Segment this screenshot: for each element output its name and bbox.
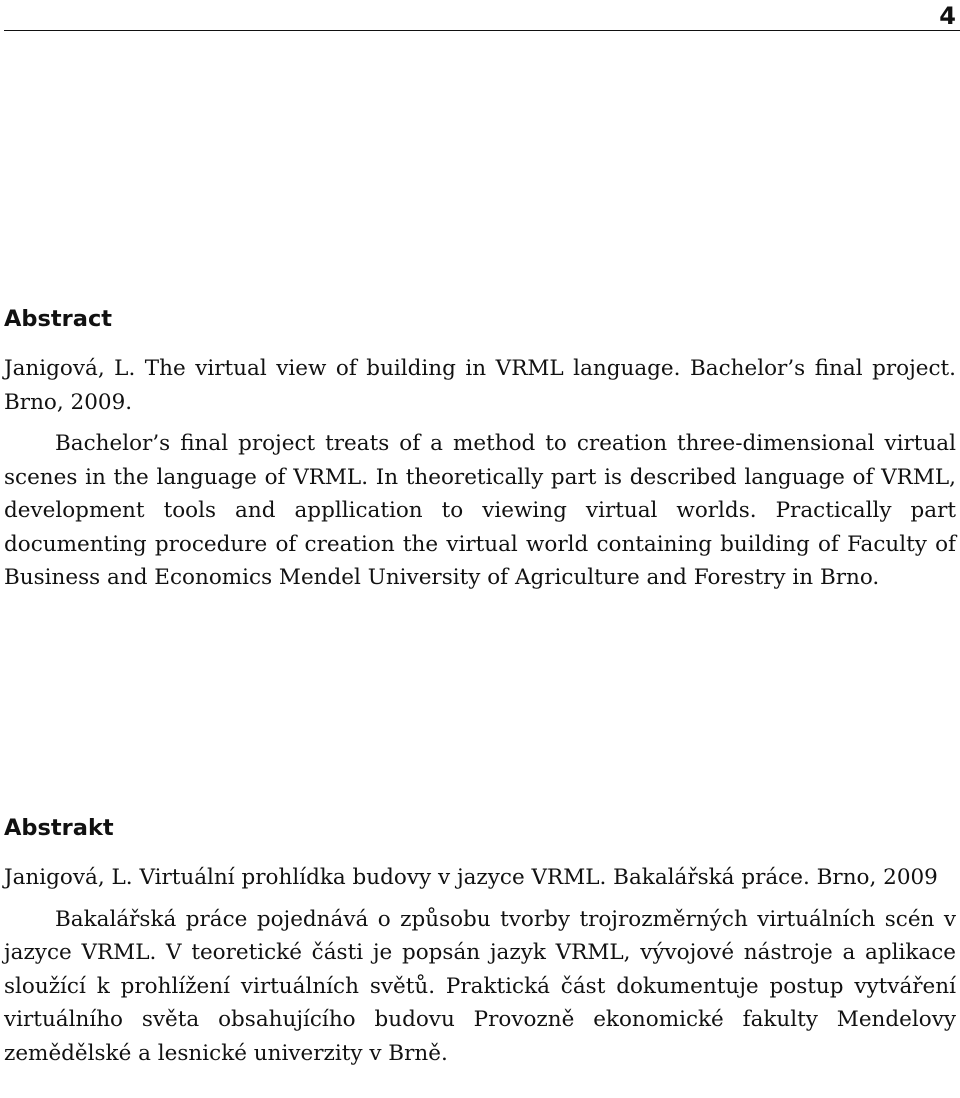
abstrakt-heading: Abstrakt [4,815,114,841]
header-rule [4,30,960,31]
abstract-citation: Janigová, L. The virtual view of building in VRML language. Bachelor’s final project. Brno, 2009. [4,356,956,415]
abstract-text: Bachelor’s final project treats of a method to creation three-dimensional virtual scenes in the language of VRML. In theoretically part is described language of VRML, development tools and appllication to viewing virtual worlds. Practically part documenting procedure of creation the virtual world containing building of Faculty of Business and Economics Mendel University of Agriculture and Forestry in Brno. [4,431,956,590]
abstract-heading: Abstract [4,306,113,332]
abstrakt-citation: Janigová, L. Virtuální prohlídka budovy v jazyce VRML. Bakalářská práce. Brno, 2009 [4,865,938,890]
page-number: 4 [939,2,956,30]
abstract-section [4,304,956,595]
abstrakt-text: Bakalářská práce pojednává o způsobu tvorby trojrozměrných virtuálních scén v jazyce VRML. V teoretické části je popsán jazyk VRML, vývojové nástroje a aplikace sloužící k prohlížení virtuálních světů. Praktická část dokumentuje postup vytváření virtuálního světa obsahujícího budovu Provozně ekonomické fakulty Mendelovy zemědělské a lesnické univerzity v Brně. [4,906,956,1066]
abstrakt-section [4,813,956,1070]
